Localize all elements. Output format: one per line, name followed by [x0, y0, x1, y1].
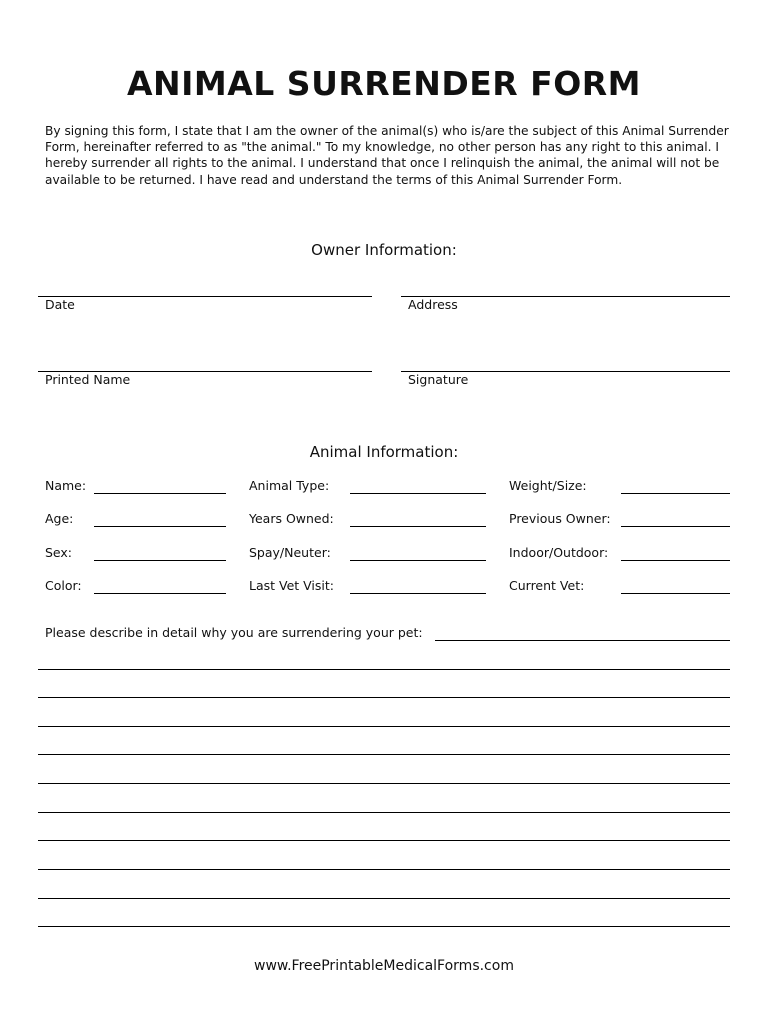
describe-line[interactable] [38, 726, 730, 727]
name-field[interactable] [94, 493, 226, 494]
previous-owner-label: Previous Owner: [509, 511, 611, 526]
owner-information-heading: Owner Information: [311, 241, 457, 259]
describe-line[interactable] [38, 840, 730, 841]
weight-size-field[interactable] [621, 493, 730, 494]
color-label: Color: [45, 578, 82, 593]
describe-line[interactable] [435, 640, 730, 641]
describe-line[interactable] [38, 783, 730, 784]
form-title: ANIMAL SURRENDER FORM [126, 64, 642, 103]
describe-prompt: Please describe in detail why you are surrendering your pet: [45, 625, 423, 640]
describe-line[interactable] [38, 697, 730, 698]
previous-owner-field[interactable] [621, 526, 730, 527]
date-label: Date [45, 297, 75, 312]
footer-url: www.FreePrintableMedicalForms.com [254, 958, 514, 974]
describe-line[interactable] [38, 926, 730, 927]
describe-line[interactable] [38, 754, 730, 755]
intro-paragraph: By signing this form, I state that I am the owner of the animal(s) who is/are the subject of this Animal Surrender Form, hereinafter referred to as "the animal." To my knowledge, no other person has any right to this animal. I hereby surrender all rights to the animal. I understand that once I relinquish the animal, the animal will not be available to be returned. I have read and understand the terms of this Animal Surrender Form. [45, 124, 729, 187]
animal-type-label: Animal Type: [249, 478, 330, 493]
weight-size-label: Weight/Size: [509, 478, 587, 493]
describe-line[interactable] [38, 812, 730, 813]
signature-label: Signature [408, 372, 469, 387]
age-label: Age: [45, 511, 74, 526]
address-label: Address [408, 297, 458, 312]
printed-name-label: Printed Name [45, 372, 131, 387]
spay-neuter-label: Spay/Neuter: [249, 545, 331, 560]
indoor-outdoor-label: Indoor/Outdoor: [509, 545, 609, 560]
age-field[interactable] [94, 526, 226, 527]
describe-line[interactable] [38, 669, 730, 670]
animal-type-field[interactable] [350, 493, 486, 494]
sex-label: Sex: [45, 545, 73, 560]
color-field[interactable] [94, 593, 226, 594]
years-owned-label: Years Owned: [249, 511, 334, 526]
last-vet-visit-field[interactable] [350, 593, 486, 594]
indoor-outdoor-field[interactable] [621, 560, 730, 561]
sex-field[interactable] [94, 560, 226, 561]
last-vet-visit-label: Last Vet Visit: [249, 578, 335, 593]
name-label: Name: [45, 478, 87, 493]
spay-neuter-field[interactable] [350, 560, 486, 561]
current-vet-field[interactable] [621, 593, 730, 594]
describe-line[interactable] [38, 869, 730, 870]
years-owned-field[interactable] [350, 526, 486, 527]
current-vet-label: Current Vet: [509, 578, 585, 593]
date-line[interactable] [38, 296, 372, 297]
animal-information-heading: Animal Information: [309, 443, 459, 461]
describe-line[interactable] [38, 898, 730, 899]
